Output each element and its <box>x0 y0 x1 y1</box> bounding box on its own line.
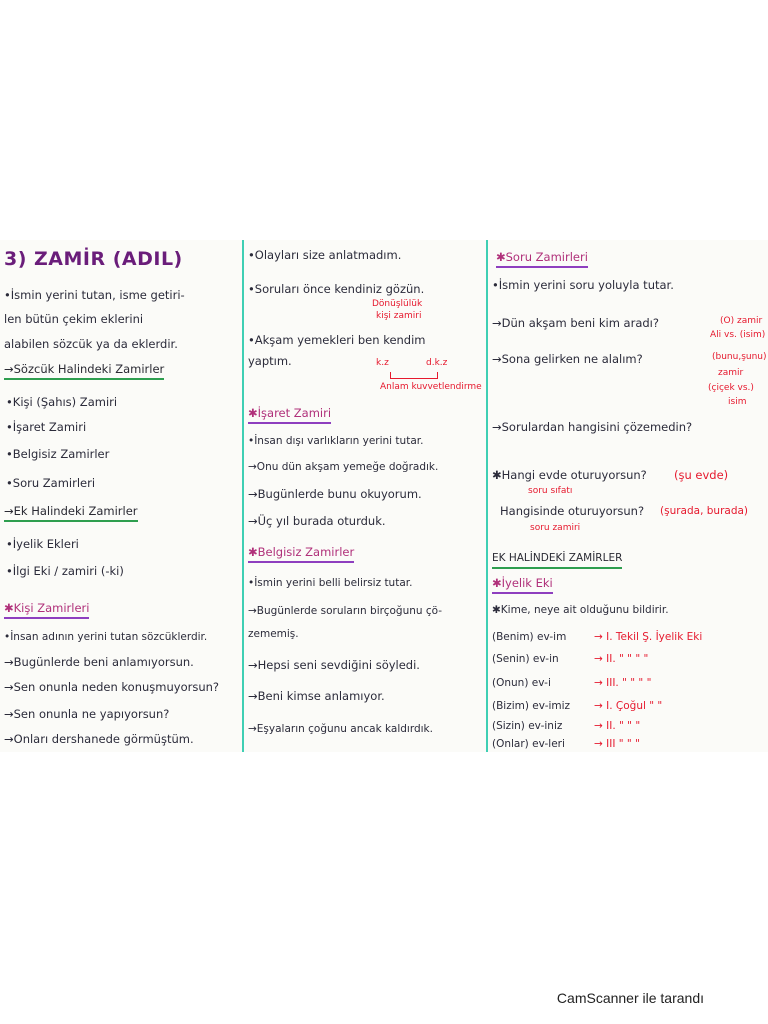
heading-iyelik-eki: ✱İyelik Eki <box>492 576 553 594</box>
note-isim: isim <box>728 397 747 407</box>
heading-soru-zamirleri: ✱Soru Zamirleri <box>496 250 588 268</box>
kisi-line: •İnsan adının yerini tutan sözcüklerdir. <box>4 631 208 643</box>
soru-line: ✱Hangi evde oturuyorsun? <box>492 468 647 482</box>
list-item: •İyelik Ekleri <box>6 537 79 551</box>
column-isaret-belgisiz <box>246 240 484 752</box>
notes-sheet <box>0 240 768 752</box>
heading-kisi-zamirleri: ✱Kişi Zamirleri <box>4 601 89 619</box>
iyelik-row-right: → I. Çoğul " " <box>594 700 663 712</box>
iyelik-description: ✱Kime, neye ait olduğunu bildirir. <box>492 604 669 616</box>
heading-sozcuk-halindeki: →Sözcük Halindeki Zamirler <box>4 362 164 380</box>
list-item: •İşaret Zamiri <box>6 420 87 434</box>
example-line: •Akşam yemekleri ben kendim <box>248 333 426 347</box>
list-item: •Kişi (Şahıs) Zamiri <box>6 395 118 409</box>
heading-ek-halindeki-zamirler: EK HALİNDEKİ ZAMİRLER <box>492 551 622 569</box>
heading-ek-halindeki: →Ek Halindeki Zamirler <box>4 504 138 522</box>
iyelik-row-right: → II. " " " <box>594 720 641 732</box>
isaret-line: →Üç yıl burada oturduk. <box>248 514 386 528</box>
intro-line-1: •İsmin yerini tutan, isme getiri- <box>4 288 185 302</box>
example-line: yaptım. <box>248 354 292 368</box>
belgisiz-line: →Beni kimse anlamıyor. <box>248 689 385 703</box>
soru-line: →Dün akşam beni kim aradı? <box>492 316 659 330</box>
note-soru-sifati: soru sıfatı <box>528 486 573 496</box>
note-zamir: zamir <box>718 368 744 378</box>
note-su-evde: (şu evde) <box>674 468 729 482</box>
iyelik-row-left: (Benim) ev-im <box>492 631 567 643</box>
iyelik-row-right: → III " " " <box>594 738 640 750</box>
belgisiz-line: zememiş. <box>248 628 299 640</box>
belgisiz-line: →Eşyaların çoğunu ancak kaldırdık. <box>248 723 433 735</box>
kisi-line: →Sen onunla ne yapıyorsun? <box>4 707 170 721</box>
isaret-line: •İnsan dışı varlıkların yerini tutar. <box>248 435 424 447</box>
column-soru-iyelik <box>490 240 768 752</box>
iyelik-row-left: (Bizim) ev-imiz <box>492 700 571 712</box>
column-zamir <box>0 240 240 752</box>
example-line: •Olayları size anlatmadım. <box>248 248 402 262</box>
bracket-mark <box>390 372 438 379</box>
column-divider <box>242 240 244 752</box>
note-surada: (şurada, burada) <box>660 505 749 517</box>
note-kz: k.z <box>376 358 389 368</box>
kisi-line: →Bugünlerde beni anlamıyorsun. <box>4 655 194 669</box>
isaret-line: →Onu dün akşam yemeğe doğradık. <box>248 461 439 473</box>
heading-belgisiz-zamirler: ✱Belgisiz Zamirler <box>248 545 354 563</box>
kisi-line: →Sen onunla neden konuşmuyorsun? <box>4 680 220 694</box>
note-bunu: (bunu,şunu) <box>712 352 767 362</box>
page-title: 3) ZAMİR (ADIL) <box>4 248 183 270</box>
list-item: •İlgi Eki / zamiri (-ki) <box>6 564 124 578</box>
soru-line: Hangisinde oturuyorsun? <box>500 504 645 518</box>
iyelik-row-left: (Onlar) ev-leri <box>492 738 565 750</box>
example-line: •Soruları önce kendiniz gözün. <box>248 282 425 296</box>
soru-line: •İsmin yerini soru yoluyla tutar. <box>492 278 674 292</box>
intro-line-2: len bütün çekim eklerini <box>4 312 144 326</box>
note-cicek: (çiçek vs.) <box>708 383 754 393</box>
note-kisi-zamiri: kişi zamiri <box>376 311 422 321</box>
list-item: •Soru Zamirleri <box>6 476 96 490</box>
belgisiz-line: →Hepsi seni sevdiğini söyledi. <box>248 658 420 672</box>
isaret-line: →Bugünlerde bunu okuyorum. <box>248 487 422 501</box>
soru-line: →Sona gelirken ne alalım? <box>492 352 643 366</box>
kisi-line: →Onları dershanede görmüştüm. <box>4 732 194 746</box>
intro-line-3: alabilen sözcük ya da eklerdir. <box>4 337 178 351</box>
list-item: •Belgisiz Zamirler <box>6 447 110 461</box>
note-donusluluk: Dönüşlülük <box>372 299 423 309</box>
belgisiz-line: →Bugünlerde soruların birçoğunu çö- <box>248 605 443 617</box>
iyelik-row-right: → II. " " " " <box>594 653 649 665</box>
iyelik-row-left: (Senin) ev-in <box>492 653 559 665</box>
belgisiz-line: •İsmin yerini belli belirsiz tutar. <box>248 577 413 589</box>
note-soru-zamiri: soru zamiri <box>530 523 581 533</box>
scanner-watermark: CamScanner ile tarandı <box>556 990 704 1006</box>
column-divider <box>486 240 488 752</box>
note-o-zamir: (O) zamir <box>720 316 763 326</box>
heading-isaret-zamiri: ✱İşaret Zamiri <box>248 406 331 424</box>
note-anlam: Anlam kuvvetlendirme <box>380 382 482 392</box>
iyelik-row-right: → I. Tekil Ş. İyelik Eki <box>594 631 703 643</box>
soru-line: →Sorulardan hangisini çözemedin? <box>492 420 693 434</box>
iyelik-row-left: (Sizin) ev-iniz <box>492 720 563 732</box>
iyelik-row-right: → III. " " " " <box>594 677 652 689</box>
iyelik-row-left: (Onun) ev-i <box>492 677 551 689</box>
note-ali: Ali vs. (isim) <box>710 330 766 340</box>
note-dkz: d.k.z <box>426 358 448 368</box>
